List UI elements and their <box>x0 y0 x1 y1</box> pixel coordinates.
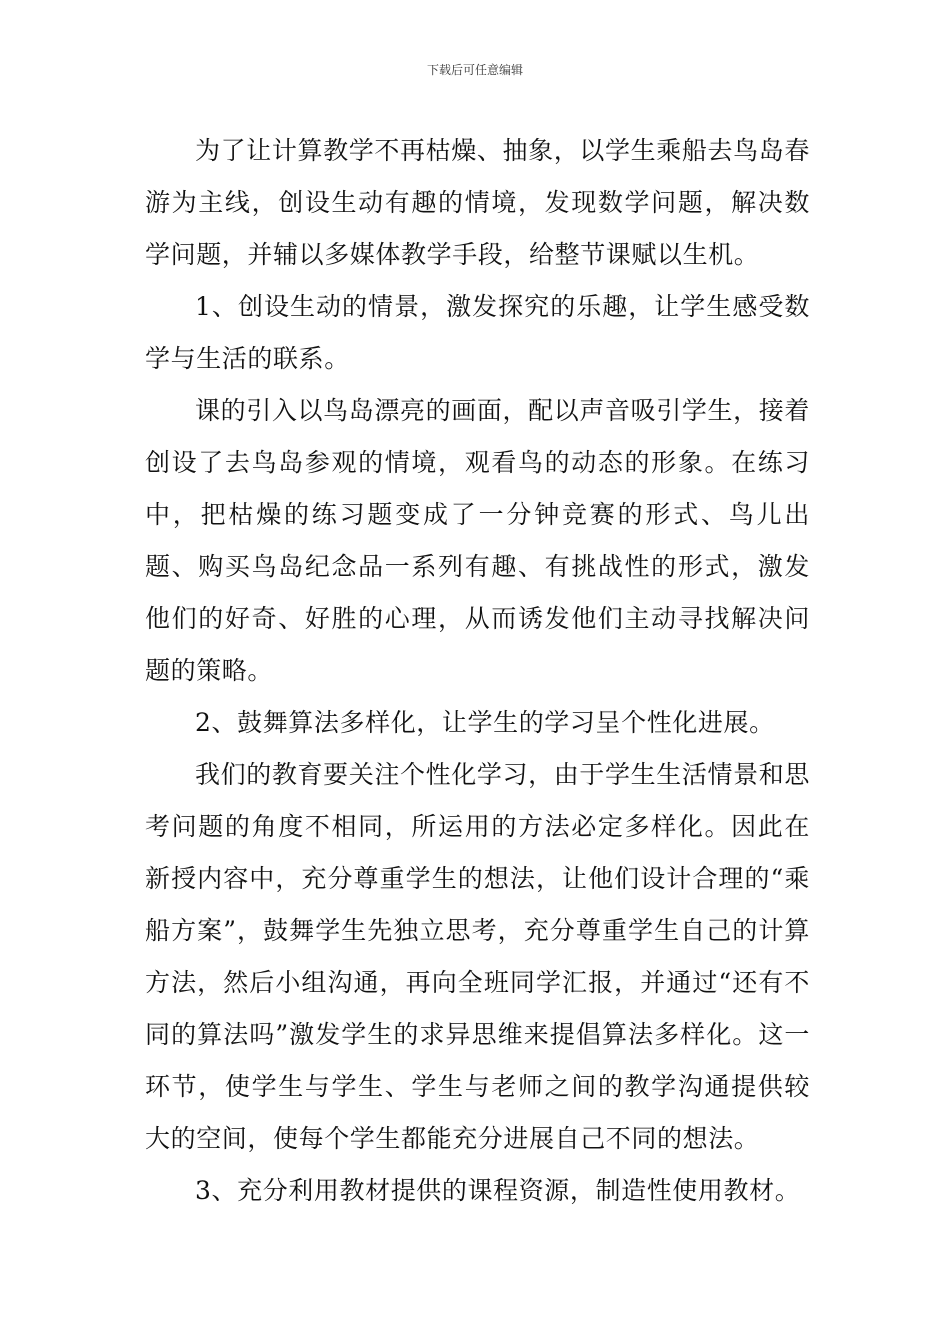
paragraph-heading-2: 2、鼓舞算法多样化，让学生的学习呈个性化进展。 <box>195 708 775 737</box>
page-header: 下载后可任意编辑 <box>426 63 523 77</box>
document-body <box>145 125 810 1217</box>
paragraph-heading-3: 3、充分利用教材提供的课程资源，制造性使用教材。 <box>195 1176 801 1205</box>
paragraph-heading-1: 1、创设生动的情景，激发探究的乐趣，让学生感受数学与生活的联系。 <box>145 292 810 373</box>
paragraph-section-1: 课的引入以鸟岛漂亮的画面，配以声音吸引学生，接着创设了去鸟岛参观的情境，观看鸟的动态的形象。在练习中，把枯燥的练习题变成了一分钟竞赛的形式、鸟儿出题、购买鸟岛纪念品一系列有趣、有挑战性的形式，激发他们的好奇、好胜的心理，从而诱发他们主动寻找解决问题的策略。 <box>145 396 810 685</box>
paragraph-intro: 为了让计算教学不再枯燥、抽象，以学生乘船去鸟岛春游为主线，创设生动有趣的情境，发现数学问题，解决数学问题，并辅以多媒体教学手段，给整节课赋以生机。 <box>145 136 810 269</box>
paragraph-section-2: 我们的教育要关注个性化学习，由于学生生活情景和思考问题的角度不相同，所运用的方法必定多样化。因此在新授内容中，充分尊重学生的想法，让他们设计合理的“乘船方案”，鼓舞学生先独立思考，充分尊重学生自己的计算方法，然后小组沟通，再向全班同学汇报，并通过“还有不同的算法吗”激发学生的求异思维来提倡算法多样化。这一环节，使学生与学生、学生与老师之间的教学沟通提供较大的空间，使每个学生都能充分进展自己不同的想法。 <box>145 760 810 1153</box>
